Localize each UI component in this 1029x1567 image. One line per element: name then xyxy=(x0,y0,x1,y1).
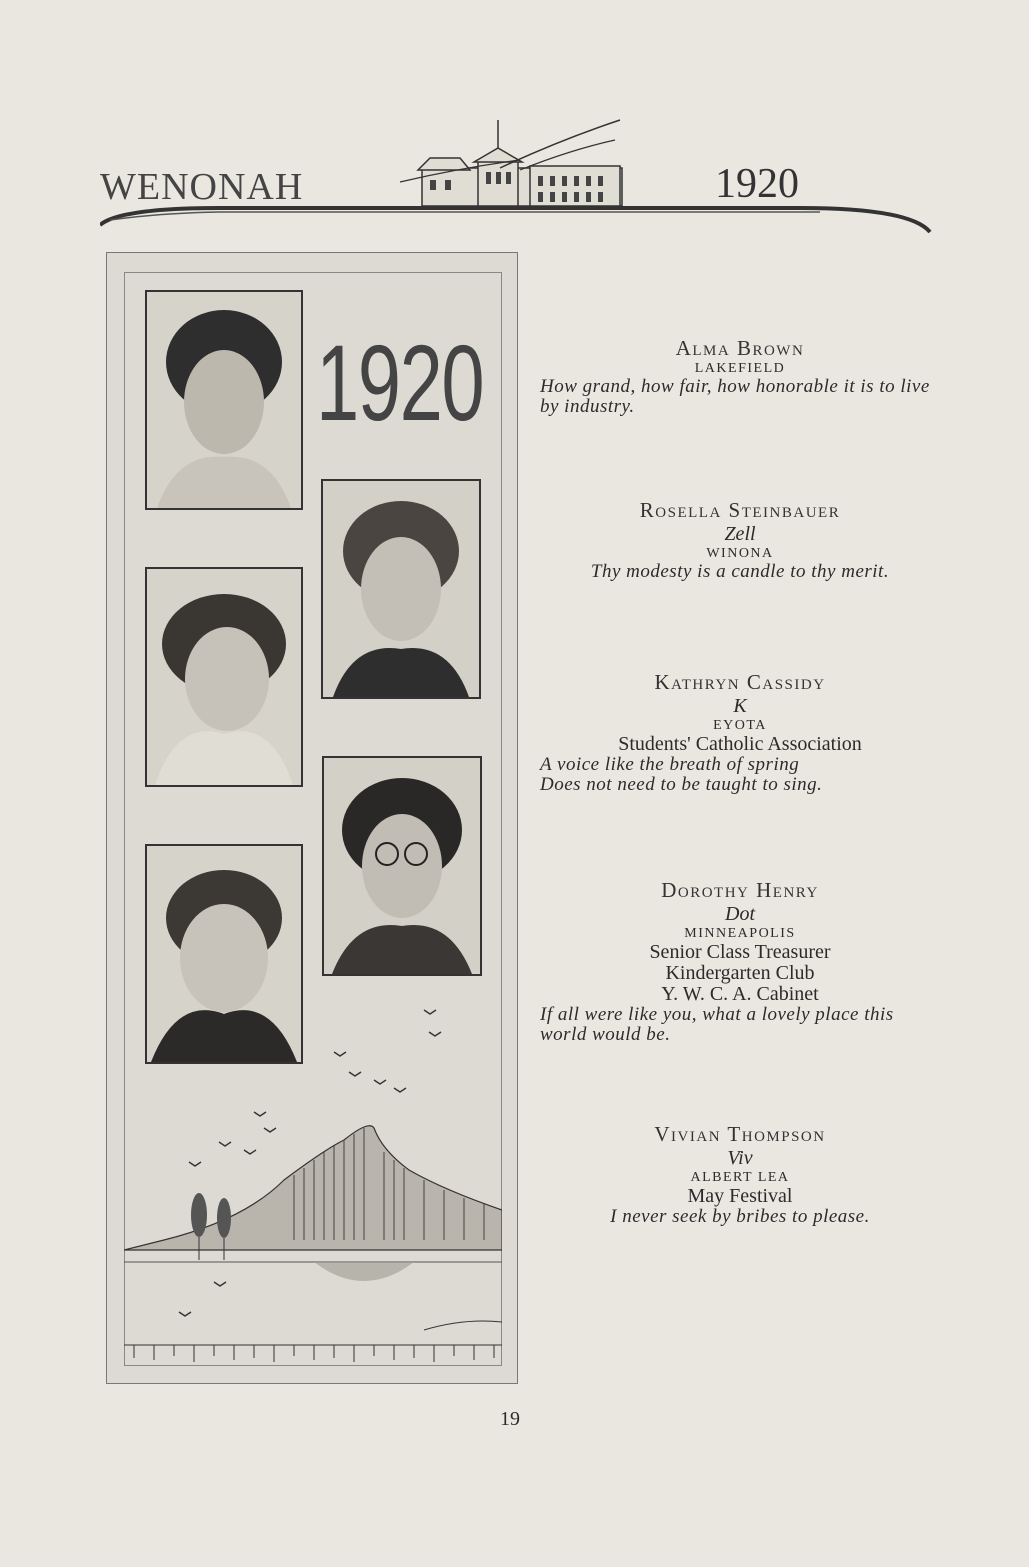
entry-activity: May Festival xyxy=(687,1185,793,1207)
entry-quote-line: Does not need to be taught to sing. xyxy=(540,774,823,795)
header-left-title: WENONAH xyxy=(100,166,304,208)
entry-name: Kathryn Cassidy xyxy=(654,670,826,694)
entry-dorothy-henry xyxy=(540,878,940,1045)
entry-town: ALBERT LEA xyxy=(690,1170,790,1185)
entry-quote: If all were like you, what a lovely place this world would be. xyxy=(540,1004,894,1045)
entry-alma-brown xyxy=(540,336,940,417)
entry-quote: I never seek by bribes to please. xyxy=(610,1206,870,1227)
entry-name: Dorothy Henry xyxy=(661,878,819,902)
entry-kathryn-cassidy xyxy=(540,670,940,795)
entry-quote: How grand, how fair, how honorable it is to live by industry. xyxy=(540,376,930,417)
portrait-photo-kathryn-cassidy xyxy=(145,567,303,787)
portrait-photo-dorothy-henry xyxy=(322,756,482,976)
entry-town: WINONA xyxy=(706,546,774,561)
panel-year: 1920 xyxy=(316,322,484,443)
entry-quote: Thy modesty is a candle to thy merit. xyxy=(590,561,890,582)
entry-quote-line: A voice like the breath of spring xyxy=(540,754,800,775)
portrait-photo-rosella-steinbauer xyxy=(321,479,481,699)
header-right-title: 1920 xyxy=(715,161,799,207)
entry-activity: Y. W. C. A. Cabinet xyxy=(661,983,819,1005)
portrait-photo-alma-brown xyxy=(145,290,303,510)
entry-activity: Kindergarten Club xyxy=(665,962,815,984)
entry-activity: Senior Class Treasurer xyxy=(649,941,831,963)
page-number: 19 xyxy=(500,1408,520,1430)
entry-nickname: Viv xyxy=(727,1147,753,1169)
entry-activity: Students' Catholic Association xyxy=(618,733,862,755)
entry-name: Vivian Thompson xyxy=(654,1122,826,1146)
entry-name: Alma Brown xyxy=(675,336,805,360)
entry-name: Rosella Steinbauer xyxy=(639,498,841,522)
entry-nickname: Zell xyxy=(724,523,756,545)
landscape-sketch-illustration xyxy=(124,1000,502,1366)
entry-town: EYOTA xyxy=(713,718,767,733)
entry-vivian-thompson xyxy=(540,1122,940,1227)
entry-nickname: K xyxy=(733,695,747,717)
entry-nickname: Dot xyxy=(725,903,755,925)
header-building-illustration xyxy=(100,110,935,250)
entry-town: LAKEFIELD xyxy=(694,361,786,376)
entry-rosella-steinbauer xyxy=(540,498,940,582)
entry-town: MINNEAPOLIS xyxy=(684,926,796,941)
